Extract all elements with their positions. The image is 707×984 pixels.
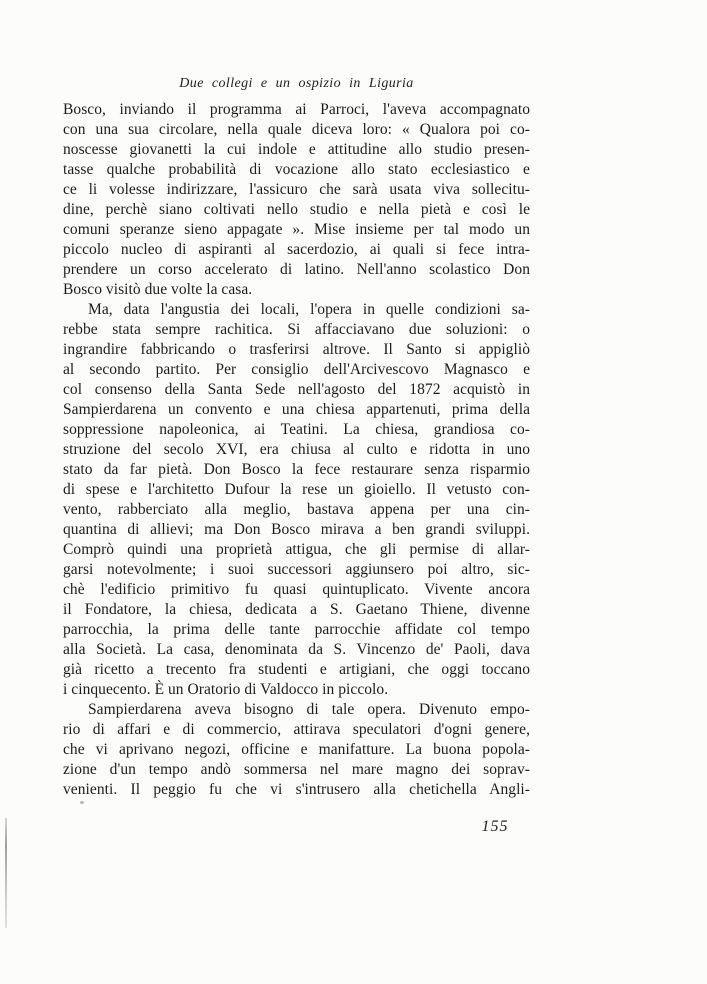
text-line: di spese e l'architetto Dufour la rese un gioiello. Il vetusto con- xyxy=(63,481,530,498)
text-line: quantina di allievi; ma Don Bosco mirava a ben grandi sviluppi. xyxy=(63,521,530,538)
paragraph xyxy=(63,100,530,300)
text-line: chè l'edificio primitivo fu quasi quintuplicato. Vivente ancora xyxy=(63,581,530,598)
text-line: struzione del secolo XVI, era chiusa al culto e ridotta in uno xyxy=(63,441,530,458)
text-line: Comprò quindi una proprietà attigua, che gli permise di allar- xyxy=(63,541,530,558)
text-line: parrocchia, la prima delle tante parrocchie affidate col tempo xyxy=(63,621,530,638)
text-line: Bosco, inviando il programma ai Parroci, l'aveva accompagnato xyxy=(63,101,530,118)
text-line: ingrandire fabbricando o trasferirsi altrove. Il Santo si appigliò xyxy=(63,341,530,358)
text-line: prendere un corso accelerato di latino. Nell'anno scolastico Don xyxy=(63,261,530,278)
page-number: 155 xyxy=(481,818,509,835)
text-line: Sampierdarena aveva bisogno di tale opera. Divenuto empo- xyxy=(88,701,530,718)
text-line: Ma, data l'angustia dei locali, l'opera in quelle condizioni sa- xyxy=(88,301,530,318)
text-line: ce li volesse indirizzare, l'assicuro che sarà usata viva sollecitu- xyxy=(63,181,530,198)
text-line: Sampierdarena un convento e una chiesa appartenuti, prima della xyxy=(63,401,530,418)
text-line: al secondo partito. Per consiglio dell'Arcivescovo Magnasco e xyxy=(63,361,530,378)
text-line: Bosco visitò due volte la casa. xyxy=(63,281,253,298)
text-block xyxy=(63,100,530,800)
text-line: stato da far pietà. Don Bosco la fece restaurare senza risparmio xyxy=(63,461,530,478)
text-line: garsi notevolmente; i suoi successori aggiunsero poi altro, sic- xyxy=(63,561,530,578)
text-line: piccolo nucleo di aspiranti al sacerdozio, ai quali si fece intra- xyxy=(63,241,530,258)
text-line: tasse qualche probabilità di vocazione allo stato ecclesiastico e xyxy=(63,161,530,178)
paragraph xyxy=(63,700,530,800)
text-line: il Fondatore, la chiesa, dedicata a S. Gaetano Thiene, divenne xyxy=(63,601,530,618)
running-header: Due collegi e un ospizio in Liguria xyxy=(179,76,414,91)
text-line: soppressione napoleonica, ai Teatini. La chiesa, grandiosa co- xyxy=(63,421,530,438)
text-line: zione d'un tempo andò sommersa nel mare magno dei soprav- xyxy=(63,761,530,778)
text-line: già ricetto a trecento fra studenti e artigiani, che oggi toccano xyxy=(63,661,530,678)
text-line: rebbe stata sempre rachitica. Si affacciavano due soluzioni: o xyxy=(63,321,530,338)
text-line: i cinquecento. È un Oratorio di Valdocco in piccolo. xyxy=(63,681,389,698)
text-line: comuni speranze sieno appagate ». Mise insieme per tal modo un xyxy=(63,221,530,238)
text-line: con una sua circolare, nella quale diceva loro: « Qualora poi co- xyxy=(63,121,530,138)
text-line: che vi aprivano negozi, officine e manifatture. La buona popola- xyxy=(63,741,530,758)
text-line: alla Società. La casa, denominata da S. Vincenzo de' Paoli, dava xyxy=(63,641,530,658)
text-line: noscesse giovanetti la cui indole e attitudine allo studio presen- xyxy=(63,141,530,158)
paragraph xyxy=(63,300,530,700)
text-line: venienti. Il peggio fu che vi s'intrusero alla chetichella Angli- xyxy=(63,781,530,798)
scan-speck xyxy=(80,801,84,804)
scan-artifact-line xyxy=(5,818,7,928)
text-line: vento, rabberciato alla meglio, bastava appena per una cin- xyxy=(63,501,530,518)
text-line: dine, perchè siano coltivati nello studio e nella pietà e così le xyxy=(63,201,530,218)
text-line: col consenso della Santa Sede nell'agosto del 1872 acquistò in xyxy=(63,381,530,398)
text-line: rio di affari e di commercio, attirava speculatori d'ogni genere, xyxy=(63,721,530,738)
